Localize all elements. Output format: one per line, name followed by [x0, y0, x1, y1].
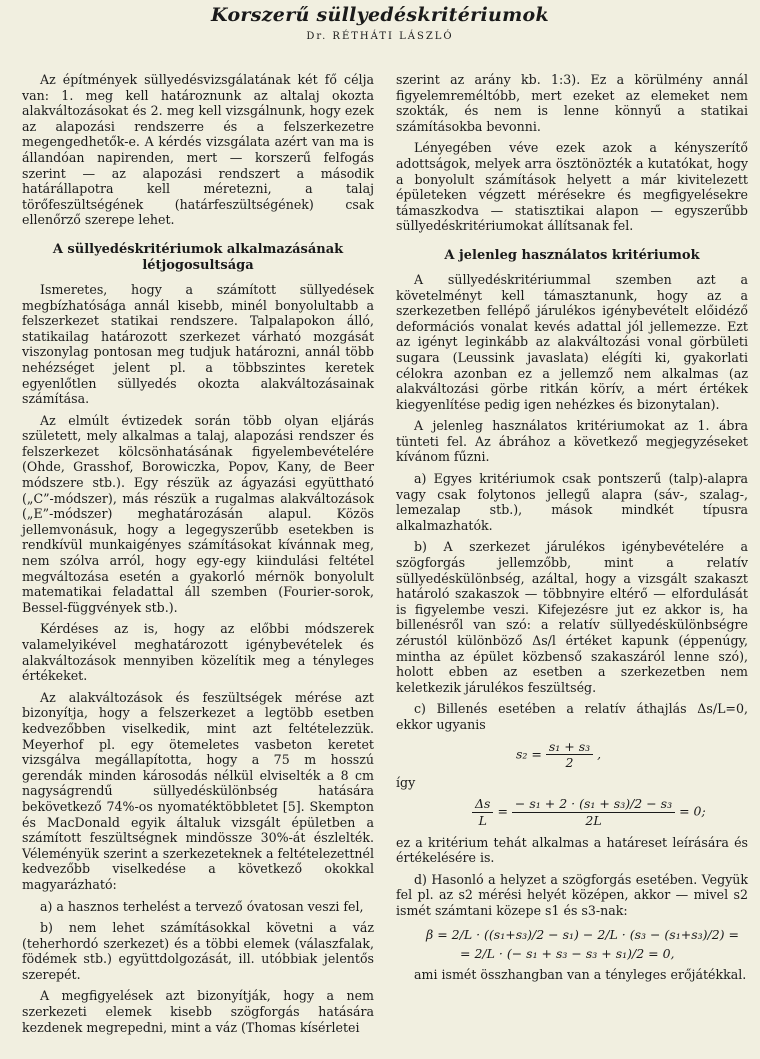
equation-tail: ,	[597, 746, 602, 762]
list-item: a) Egyes kritériumok csak pontszerű (talp)-alapra vagy csak folytonos jellegű alapra (sáv-, szalag-, lemezalap stb.), mások mindkét típusra alkalmazhatók.	[396, 471, 748, 533]
equation-s2	[516, 739, 748, 771]
fraction-numerator: s₁ + s₃	[546, 739, 593, 756]
paragraph: így	[396, 774, 416, 790]
equation-line	[426, 925, 748, 944]
paragraph: Kérdéses az is, hogy az előbbi módszerek valamelyikével meghatározott igénybevételek és alakváltozások mennyiben közelítik meg a tényleges értékeket.	[22, 621, 374, 684]
equation-fraction	[512, 796, 675, 828]
equation-rotation	[426, 925, 748, 963]
paragraph: Az építmények süllyedésvizsgálatának két fő célja van: 1. meg kell határoznunk az altalaj okozta alakváltozásokat és 2. meg kell vizsgálnunk, hogy ezek az alapozási rendszerre és a felszerkezetre megengedhetők-e. A kérdés vizsgálata azért van ma is állandóan napirenden, mert — korszerű felfogás szerint — az alapozási rendszert a második határállapotra kell méretezni, a talaj törőfeszültségének (határfeszültségének) csak ellenőrző szerepe lehet.	[22, 72, 374, 228]
equation-relative-deflection	[472, 796, 748, 828]
section-heading: A jelenleg használatos kritériumok	[444, 247, 700, 263]
list-item: d) Hasonló a helyzet a szögforgás esetében. Vegyük fel pl. az s2 mérési helyét középen, akkor — mivel s2 ismét számtani közepe s1 és s3-nak:	[396, 871, 748, 918]
paragraph: Ismeretes, hogy a számított süllyedések megbízhatósága annál kisebb, minél bonyolultabb a felszerkezet statikai rendszere. Talpalapokon álló, statikailag határozott szerkezet várható mozgását viszonylag pontosan meg tudjuk határozni, annál több nehézséget jelent pl. a többszintes keretek egyenlőtlen süllyedés okozta alakváltozásainak számítása.	[22, 281, 374, 407]
left-column	[22, 72, 374, 1041]
paragraph: A megfigyelések azt bizonyítják, hogy a nem szerkezeti elemek kisebb szögforgás hatására kezdenek megrepedni, mint a váz (Thomas kísérletei	[22, 988, 374, 1035]
list-item: b) A szerkezet járulékos igénybevételére a szögforgás jellemzőbb, mint a relatív süllyedéskülönbség, azáltal, hogy a vizsgált szakaszt határoló szakaszok — többnyire eltérő — elfordulását is figyelembe veszi. Kifejezésre jut ez akkor is, ha billenésről van szó: a relatív süllyedéskülönbségre zérustól különböző Δs/l értéket kapunk (éppenúgy, mintha az épület közbenső szakaszáról lenne szó), holott ebben az esetben a szerkezetben nem keletkezik járulékos feszültség.	[396, 539, 748, 695]
fraction-numerator: − s₁ + 2 · (s₁ + s₃)/2 − s₃	[512, 796, 675, 813]
paragraph: ami ismét összhangban van a tényleges erőjátékkal.	[414, 966, 747, 982]
article-author: Dr. RÉTHÁTI LÁSZLÓ	[306, 31, 454, 42]
paragraph: A süllyedéskritériummal szemben azt a követelményt kell támasztanunk, hogy az a szerkezetben fellépő járulékos igénybevételt előidéző deformációs vonalat kevés adattal jól jellemezze. Ezt az igényt leginkább az alakváltozási vonal görbületi sugara (Leussink javaslata) elégíti ki, gyakorlati célokra azonban ez a jellemző nem alkalmas (az alakváltozási görbe ritkán körív, a mért értékek kiegyenlítése pedig igen nehézkes és bizonytalan).	[396, 271, 748, 412]
equation-lhs-fraction	[472, 796, 493, 828]
fraction-denominator: 2L	[585, 812, 602, 828]
right-column	[396, 72, 748, 988]
paragraph: Az alakváltozások és feszültségek mérése azt bizonyítja, hogy a felszerkezet a legtöbb esetben kedvezőbben viselkedik, mint azt feltételezzük. Meyerhof pl. egy ötemeletes vasbeton keretet vizsgálva megállapította, hogy a 75 m hosszú gerendák minden károsodás nélkül elviselték a 8 cm nagyságrendű süllyedéskülönbség hatására bekövetkező 74%-os nyomatéktöbbletet [5]. Skempton és MacDonald egyik általuk vizsgált épületben a számított feszültségnek mindössze 30%-át észlelték. Véleményük szerint a szerkezeteknek a feltételezettnél kedvezőbb viselkedése a következő okokkal magyarázható:	[22, 689, 374, 892]
list-item: c) Billenés esetében a relatív áthajlás Δs/L=0, ekkor ugyanis	[396, 701, 748, 732]
equation-equals: =	[497, 803, 508, 819]
equation-rhs: = 0;	[679, 803, 706, 819]
equation-fraction	[546, 739, 593, 771]
section-heading: A süllyedéskritériumok alkalmazásának létjogosultsága	[52, 241, 344, 273]
list-item: b) nem lehet számításokkal követni a váz (teherhordó szerkezet) és a többi elemek (válaszfalak, födémek stb.) együttdolgozását, ill. utóbbiak jelentős szerepét.	[22, 920, 374, 982]
paragraph: szerint az arány kb. 1:3). Ez a körülmény annál figyelemreméltóbb, mert ezeket az elemeket nem szokták, és nem is lenne könnyű a statikai számításokba bevonni.	[396, 72, 748, 134]
list-item: a) a hasznos terhelést a tervező óvatosan veszi fel,	[40, 898, 364, 914]
equation-part: = 2/L · (− s₁ + s₃ − s₃ + s₁)/2 = 0,	[460, 945, 675, 961]
paragraph: Az elmúlt évtizedek során több olyan eljárás született, mely alkalmas a talaj, alapozási rendszer és felszerkezet kölcsönhatásának figyelembevételére (Ohde, Grasshof, Borowiczka, Popov, Kany, de Beer módszere stb.). Egy részük az ágyazási együttható („C”-módszer), más részük a rugalmas alakváltozások („E”-módszer) meghatározásán alapul. Közös jellemvonásuk, hogy a legegyszerűbb esetekben is rendkívül munkaigényes számításokat kívánnak meg, nem szólva arról, hogy egy-egy kiindulási feltétel megváltozása esetén a gyakorló mérnök bonyolult matematikai feladattal áll szemben (Fourier-sorok, Bessel-függvények stb.).	[22, 412, 374, 615]
equation-lhs: β =	[426, 926, 448, 942]
paragraph: Lényegében véve ezek azok a kényszerítő adottságok, melyek arra ösztönözték a kutatókat, hogy a bonyolult számítások helyett a már kivitelezett épületeken végzett mérésekre és megfigyelésekre támaszkodva — statisztikai alapon — egyszerűbb süllyedéskritériumokat állítsanak fel.	[396, 140, 748, 234]
equation-lhs: s₂ =	[516, 746, 542, 762]
article-title: Korszerű süllyedéskritériumok	[211, 4, 549, 26]
fraction-numerator: Δs	[472, 796, 493, 813]
fraction-denominator: 2	[565, 755, 574, 771]
paragraph: ez a kritérium tehát alkalmas a határeset leírására és értékelésére is.	[396, 834, 748, 866]
equation-line	[426, 944, 748, 963]
fraction-denominator: L	[478, 812, 487, 828]
equation-part: 2/L · ((s₁+s₃)/2 − s₁) − 2/L · (s₃ − (s₁+s₃)/2) =	[451, 926, 739, 942]
paragraph: A jelenleg használatos kritériumokat az 1. ábra tünteti fel. Az ábrához a következő megjegyzéseket kívánom fűzni.	[396, 418, 748, 465]
